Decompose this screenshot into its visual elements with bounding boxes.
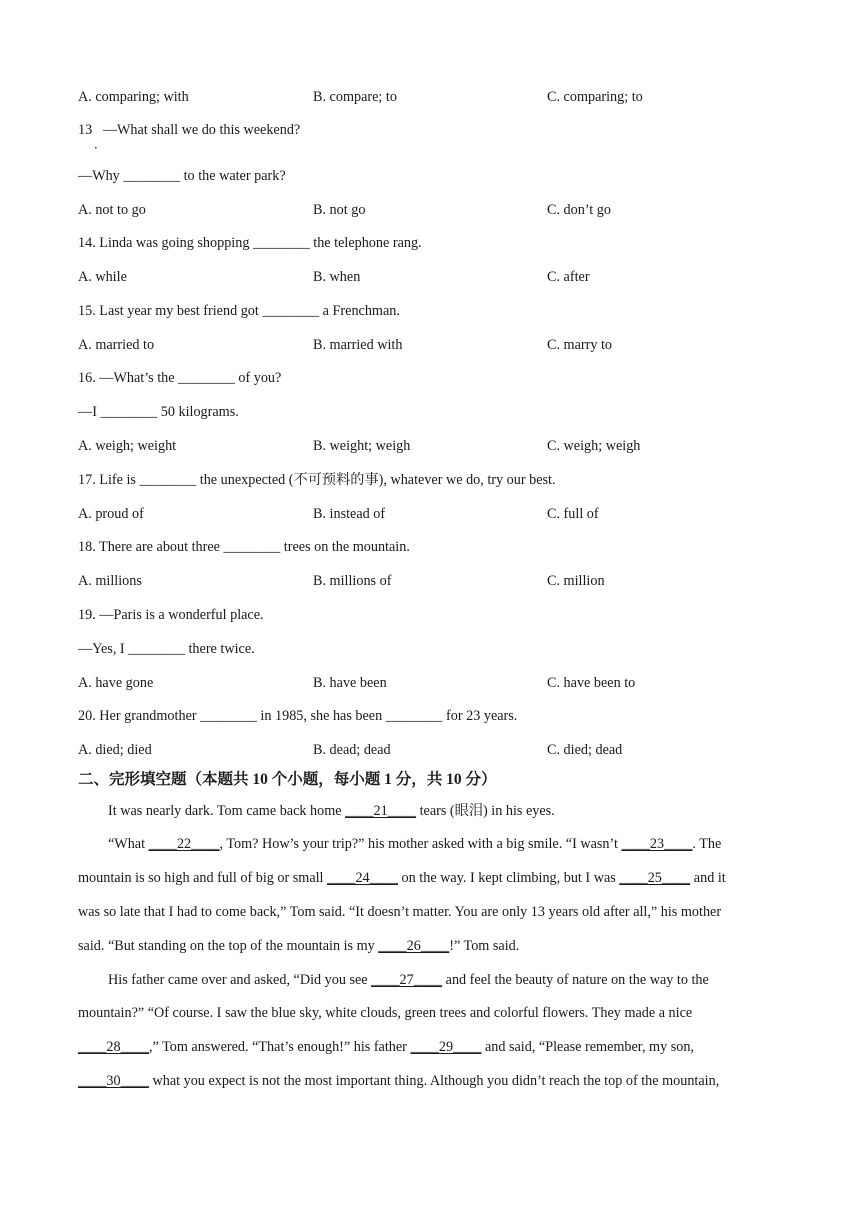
q17-option-a: A. proud of (78, 506, 144, 522)
q15-option-a: A. married to (78, 337, 155, 353)
passage-text: !” Tom said. (449, 938, 520, 954)
passage-text: and it (690, 870, 726, 886)
q20-option-c: C. died; dead (547, 742, 623, 758)
q13-number: 13 (78, 122, 93, 138)
q13-option-c: C. don’t go (547, 202, 611, 218)
q19-option-c: C. have been to (547, 675, 636, 691)
blank-27: ____27____ (371, 972, 443, 988)
q12-option-b: B. compare; to (313, 89, 397, 105)
blank-22: ____22____ (148, 836, 220, 852)
passage-text: said. “But standing on the top of the mountain is my (78, 938, 379, 954)
passage-line-5 (78, 937, 519, 955)
q14-stem: 14. Linda was going shopping ________ the telephone rang. (78, 235, 422, 251)
passage-text: “What (108, 836, 149, 852)
blank-29: ____29____ (410, 1039, 482, 1055)
passage-text: tears (眼泪) in his eyes. (416, 803, 555, 819)
blank-28: ____28____ (78, 1039, 149, 1055)
q14-option-b: B. when (313, 269, 361, 285)
passage-line-8 (78, 1038, 694, 1056)
passage-text: and said, “Please remember, my son, (481, 1039, 694, 1055)
passage-text: It was nearly dark. Tom came back home (108, 803, 346, 819)
passage-text: ,” Tom answered. “That’s enough!” his father (148, 1039, 411, 1055)
blank-26: ____26____ (378, 938, 450, 954)
q16-option-c: C. weigh; weigh (547, 438, 641, 454)
passage-line-2 (108, 835, 721, 853)
q15-stem: 15. Last year my best friend got ________ a Frenchman. (78, 303, 400, 319)
passage-text: on the way. I kept climbing, but I was (398, 870, 620, 886)
passage-line-7 (78, 1004, 692, 1022)
passage-line-1 (108, 802, 555, 820)
q20-option-b: B. dead; dead (313, 742, 391, 758)
q13-option-a: A. not to go (78, 202, 146, 218)
q18-option-a: A. millions (78, 573, 142, 589)
q13-line1 (78, 121, 300, 139)
passage-line-9 (78, 1072, 719, 1090)
q17-option-c: C. full of (547, 506, 599, 522)
q13-option-b: B. not go (313, 202, 366, 218)
q14-option-a: A. while (78, 269, 127, 285)
q18-stem: 18. There are about three ________ trees on the mountain. (78, 539, 410, 555)
q17-stem: 17. Life is ________ the unexpected (不可预料的事), whatever we do, try our best. (78, 472, 556, 488)
blank-30: ____30____ (78, 1073, 149, 1089)
q17-option-b: B. instead of (313, 506, 386, 522)
q14-option-c: C. after (547, 269, 590, 285)
q16-option-a: A. weigh; weight (78, 438, 177, 454)
q15-option-c: C. marry to (547, 337, 613, 353)
passage-text: and feel the beauty of nature on the way to the (442, 972, 709, 988)
blank-23: ____23____ (621, 836, 693, 852)
q20-stem: 20. Her grandmother ________ in 1985, she has been ________ for 23 years. (78, 708, 518, 724)
passage-text: what you expect is not the most important thing. Although you didn’t reach the top of the mountain, (148, 1073, 720, 1089)
q16-line1: 16. —What’s the ________ of you? (78, 370, 282, 386)
q16-line2: —I ________ 50 kilograms. (78, 404, 239, 420)
section-title: 二、完形填空题（本题共 10 个小题，每小题 1 分，共 10 分） (78, 771, 497, 788)
passage-text: was so late that I had to come back,” Tom said. “It doesn’t matter. You are only 13 years old after all,” his mother (78, 904, 722, 920)
passage-text: His father came over and asked, “Did you see (108, 972, 372, 988)
q18-option-c: C. million (547, 573, 605, 589)
q13-line2: —Why ________ to the water park? (78, 168, 286, 184)
passage-text: mountain is so high and full of big or small (78, 870, 328, 886)
passage-line-3 (78, 869, 726, 887)
q16-option-b: B. weight; weigh (313, 438, 411, 454)
q19-option-b: B. have been (313, 675, 387, 691)
q13-dot: ． (94, 137, 107, 151)
q19-option-a: A. have gone (78, 675, 154, 691)
blank-21: ____21____ (345, 803, 417, 819)
passage-line-4 (78, 903, 721, 921)
passage-text: mountain?” “Of course. I saw the blue sky, white clouds, green trees and colorful flowers. They made a nice (78, 1005, 693, 1021)
passage-text: . The (692, 836, 722, 852)
q19-line1: 19. —Paris is a wonderful place. (78, 607, 264, 623)
q12-option-c: C. comparing; to (547, 89, 643, 105)
q13-text: —What shall we do this weekend? (102, 122, 301, 138)
blank-25: ____25____ (619, 870, 691, 886)
blank-24: ____24____ (327, 870, 398, 886)
q20-option-a: A. died; died (78, 742, 152, 758)
passage-line-6 (108, 971, 709, 989)
q19-line2: —Yes, I ________ there twice. (78, 641, 255, 657)
q15-option-b: B. married with (313, 337, 403, 353)
passage-text: , Tom? How’s your trip?” his mother asked with a big smile. “I wasn’t (219, 836, 622, 852)
q12-option-a: A. comparing; with (78, 89, 189, 105)
q18-option-b: B. millions of (313, 573, 392, 589)
